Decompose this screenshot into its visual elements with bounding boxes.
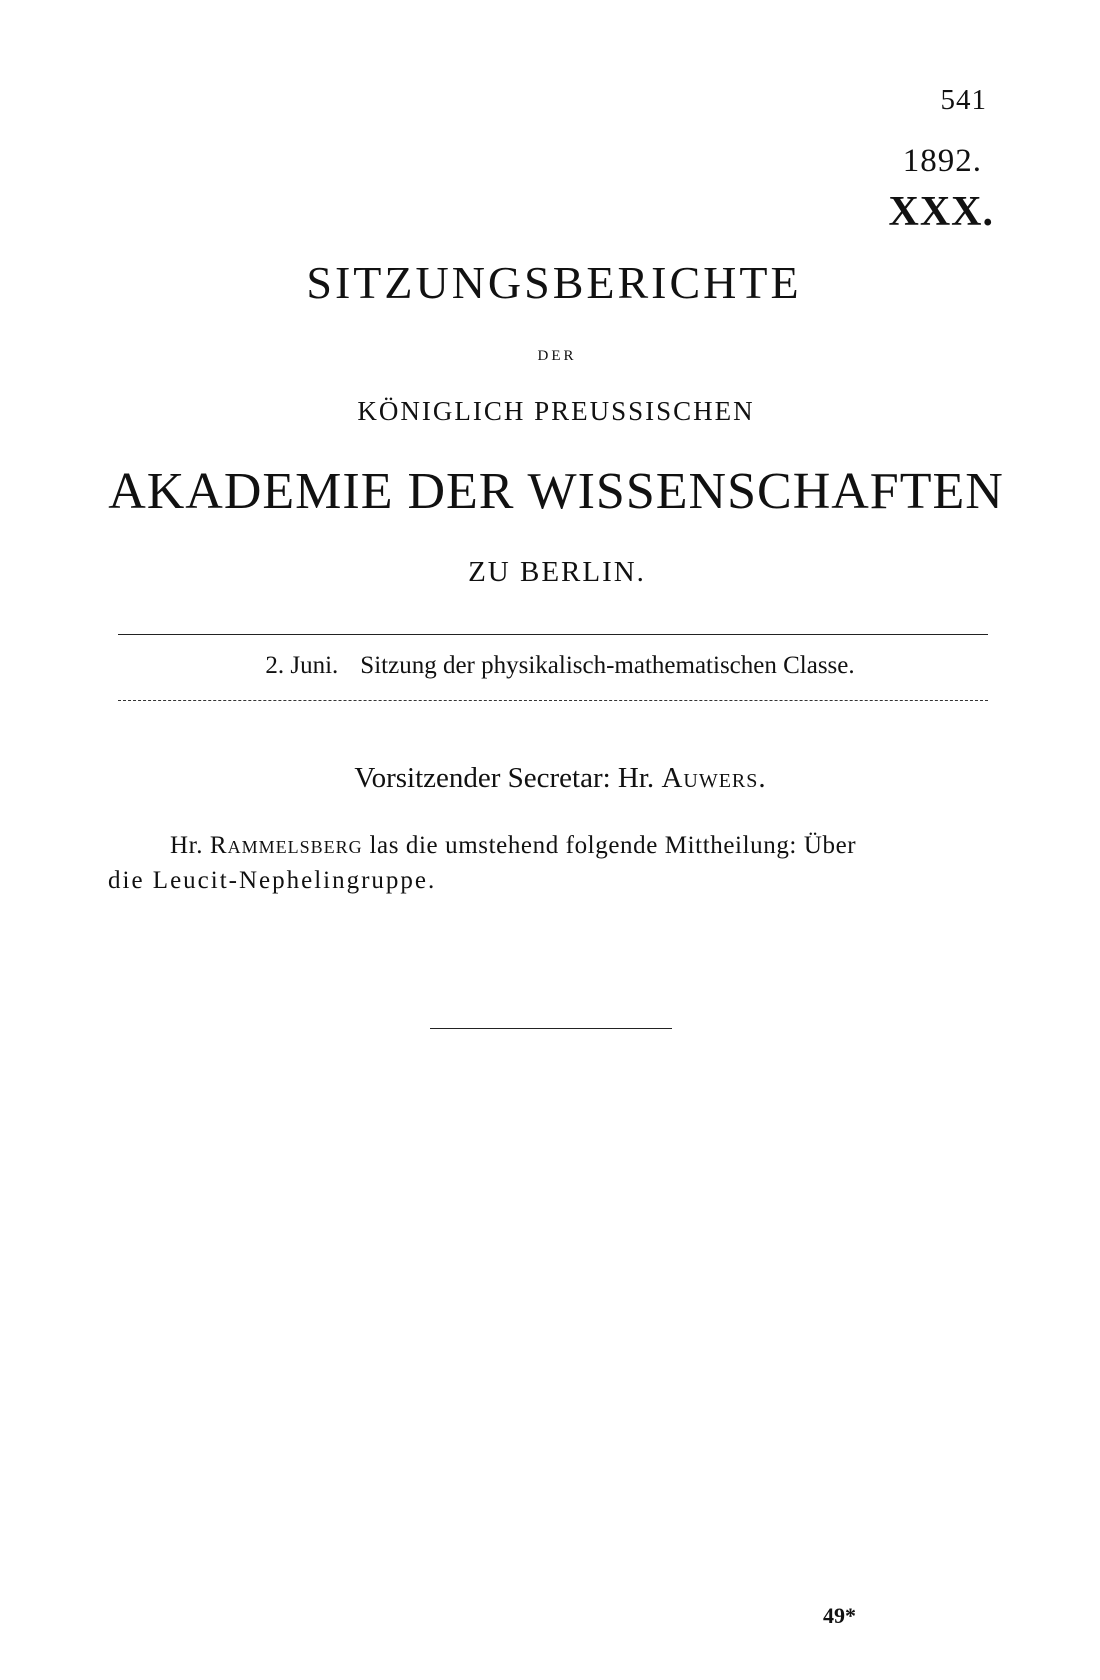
signature-mark: 49* (823, 1603, 856, 1628)
page-number: 541 (940, 84, 987, 116)
top-rule (118, 634, 988, 635)
session-heading (0, 652, 1100, 680)
title-city: ZU BERLIN. (468, 556, 646, 588)
publication-title: SITZUNGSBERICHTE (306, 257, 802, 308)
session-text: Sitzung der physikalisch-mathematischen Classe. (360, 652, 855, 679)
closing-rule (430, 1028, 672, 1029)
communication-line-2: die Leucit-Nephelingruppe. (108, 867, 437, 894)
title-academy: AKADEMIE DER WISSENSCHAFTEN (108, 463, 1004, 520)
title-article: DER (537, 348, 577, 364)
communication-line-1 (170, 828, 1050, 863)
chair-line (0, 762, 1100, 795)
communication-text: las die umstehend folgende Mittheilung: Über (369, 832, 857, 859)
chair-prefix: Vorsitzender Secretar: Hr. (354, 762, 655, 794)
communication-hr: Hr. (170, 832, 204, 859)
year: 1892. (902, 143, 982, 179)
chair-name: Auwers (661, 762, 759, 794)
session-date: 2. Juni. (265, 652, 339, 679)
chair-suffix: . (758, 762, 766, 794)
issue-number: XXX. (888, 189, 994, 235)
bottom-rule (118, 700, 988, 701)
communication-speaker: Rammelsberg (209, 832, 363, 859)
title-kingdom: KÖNIGLICH PREUSSISCHEN (357, 396, 755, 426)
